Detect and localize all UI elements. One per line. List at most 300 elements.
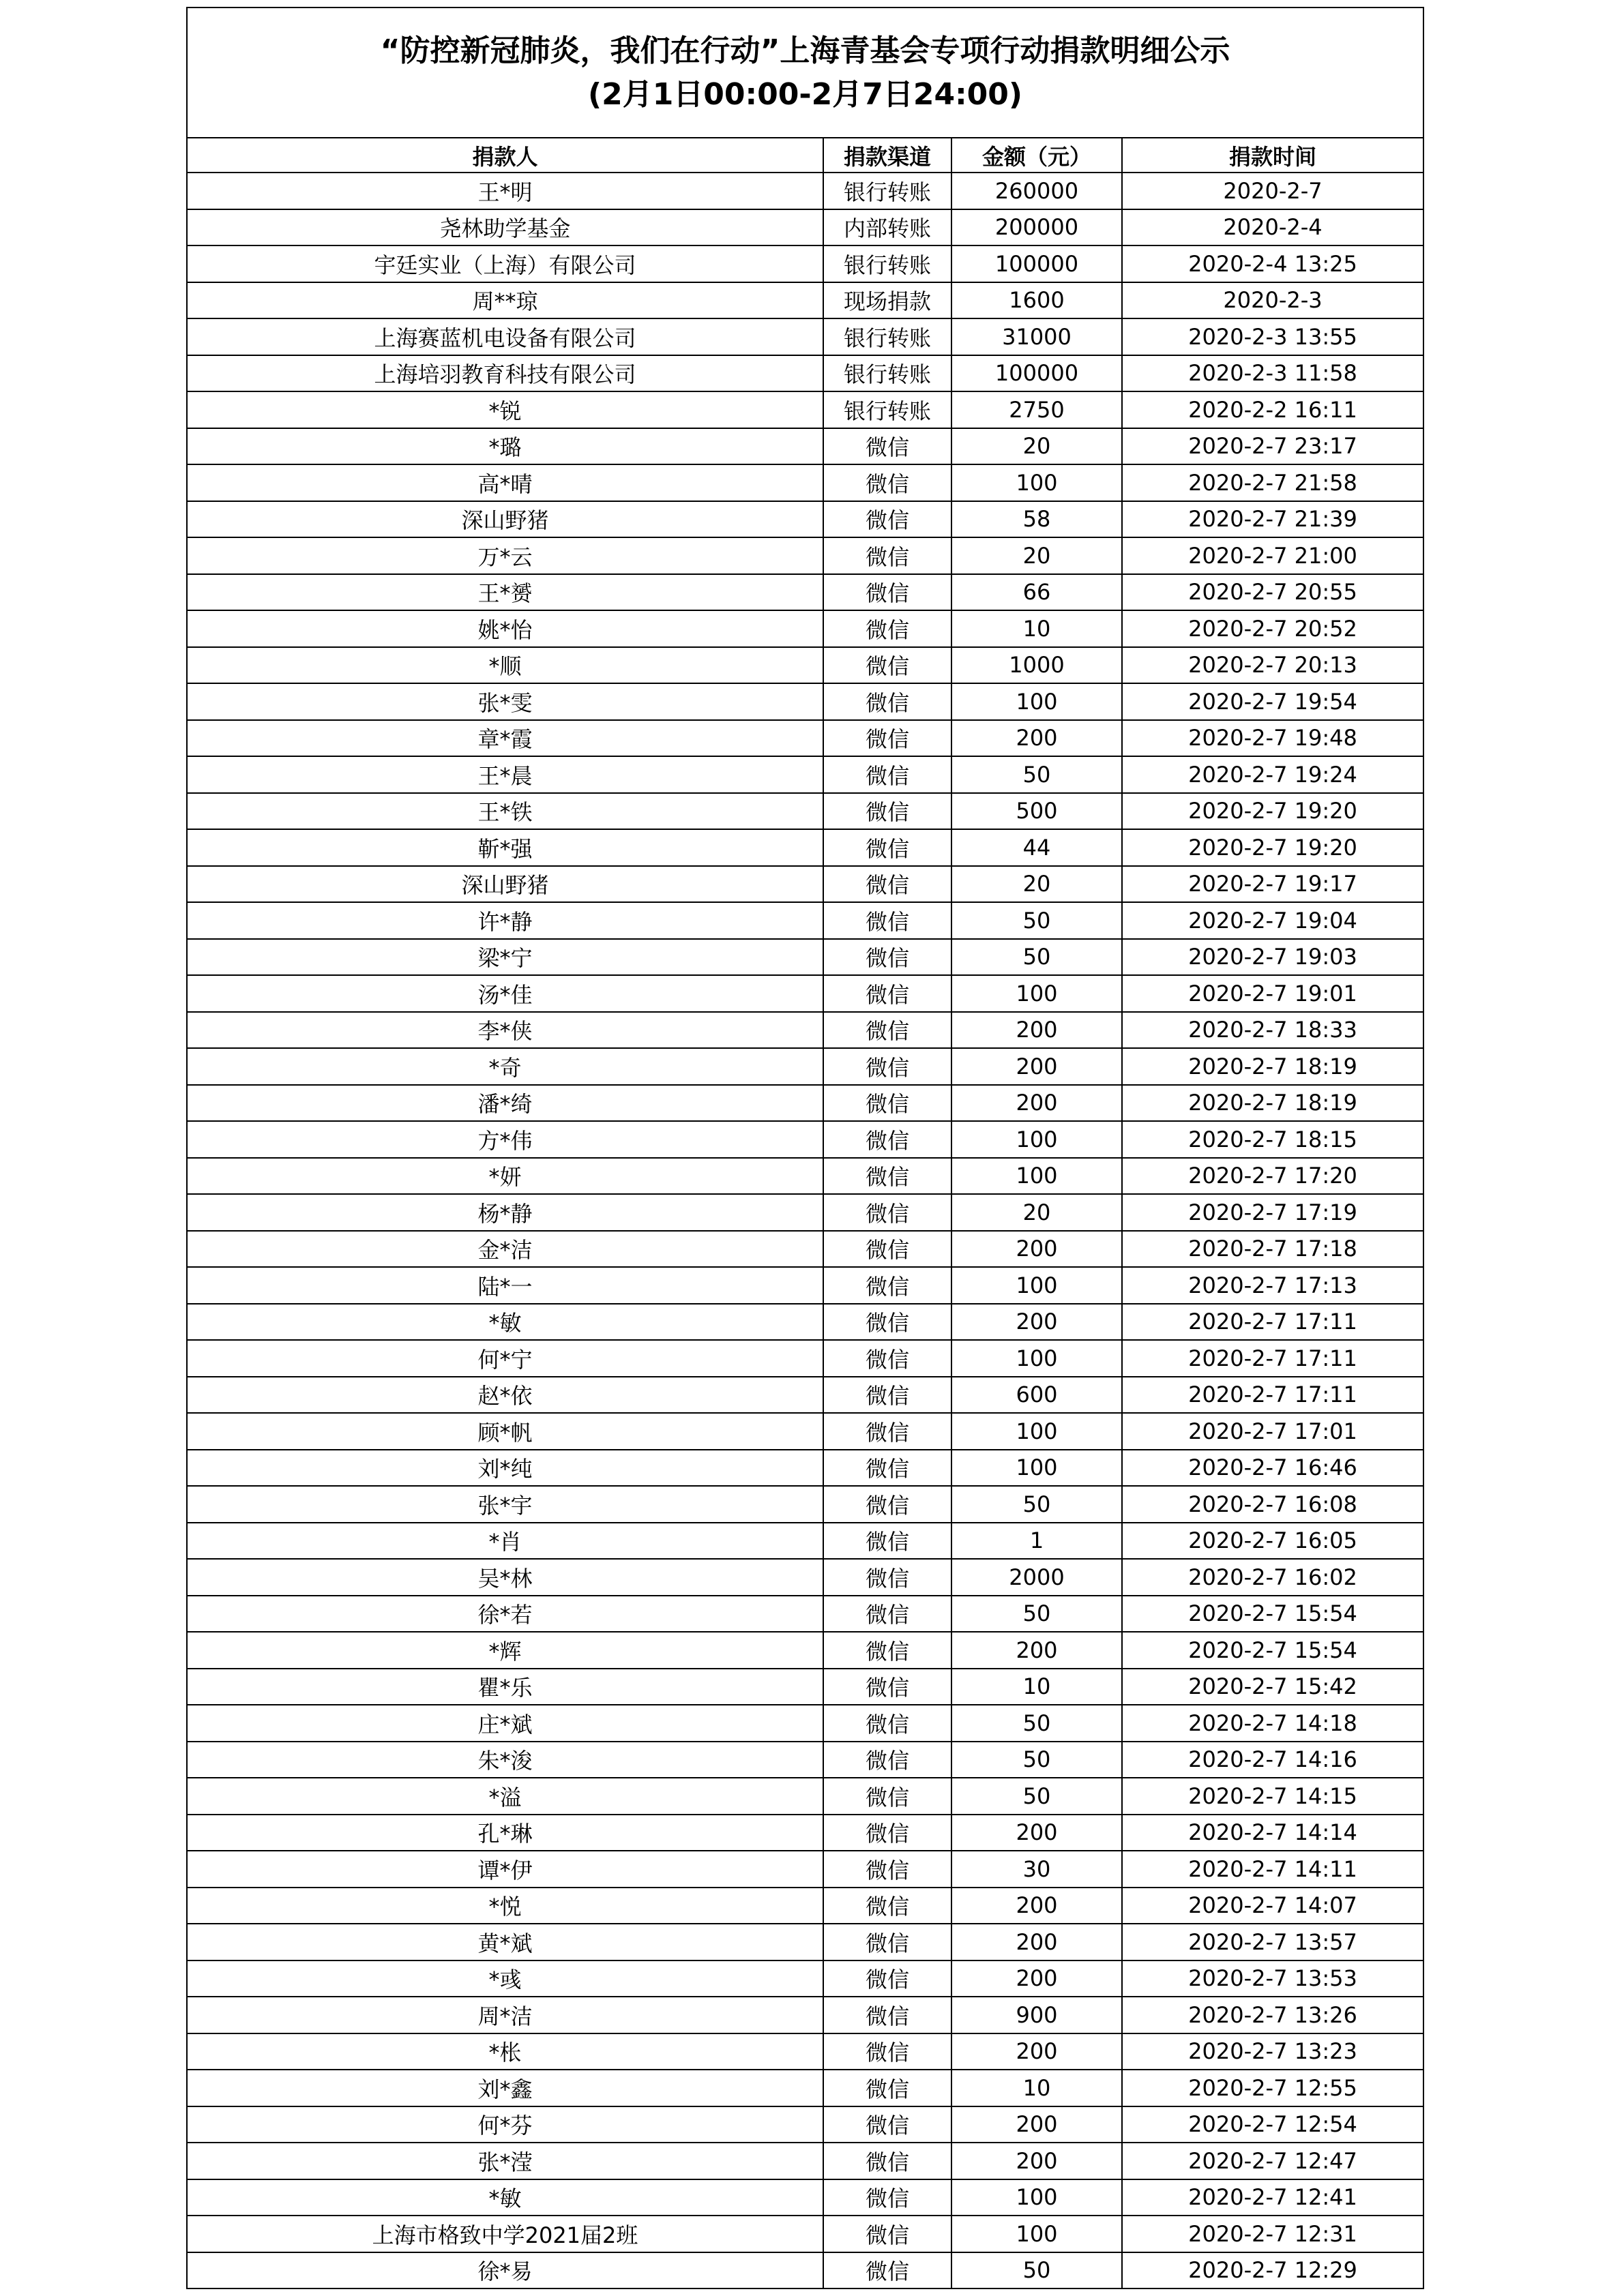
channel-cell: 微信 <box>823 1523 951 1560</box>
time-cell: 2020-2-7 12:29 <box>1122 2252 1423 2289</box>
donor-cell: 上海市格致中学2021届2班 <box>188 2216 823 2252</box>
amount-cell: 200 <box>951 1231 1122 1268</box>
time-cell: 2020-2-7 17:18 <box>1122 1231 1423 1268</box>
donor-cell: 王*明 <box>188 173 823 209</box>
donor-cell: 万*云 <box>188 537 823 574</box>
amount-cell: 600 <box>951 1377 1122 1414</box>
table-row <box>188 2216 1423 2252</box>
table-row <box>188 1085 1423 1122</box>
table-row <box>188 1596 1423 1632</box>
time-cell: 2020-2-7 17:11 <box>1122 1377 1423 1414</box>
donor-cell: 许*静 <box>188 902 823 939</box>
table-row <box>188 1340 1423 1377</box>
donor-cell: 王*铁 <box>188 793 823 830</box>
donor-cell: 姚*怡 <box>188 610 823 647</box>
time-cell: 2020-2-7 20:52 <box>1122 610 1423 647</box>
table-row <box>188 1559 1423 1596</box>
channel-cell: 微信 <box>823 756 951 793</box>
table-row <box>188 1960 1423 1997</box>
time-cell: 2020-2-4 <box>1122 209 1423 246</box>
table-row <box>188 2143 1423 2179</box>
channel-cell: 微信 <box>823 866 951 903</box>
channel-cell: 微信 <box>823 464 951 501</box>
table-row <box>188 1815 1423 1851</box>
amount-cell: 100000 <box>951 245 1122 282</box>
time-cell: 2020-2-7 13:53 <box>1122 1960 1423 1997</box>
donor-cell: 谭*伊 <box>188 1851 823 1888</box>
time-cell: 2020-2-3 13:55 <box>1122 318 1423 355</box>
table-row <box>188 1121 1423 1158</box>
channel-cell: 微信 <box>823 1085 951 1122</box>
donor-cell: 何*宁 <box>188 1340 823 1377</box>
table-row <box>188 209 1423 246</box>
donor-cell: 何*芬 <box>188 2106 823 2143</box>
table-row <box>188 1742 1423 1778</box>
time-cell: 2020-2-7 21:39 <box>1122 501 1423 538</box>
time-cell: 2020-2-7 17:11 <box>1122 1304 1423 1341</box>
donor-cell: 徐*易 <box>188 2252 823 2289</box>
time-cell: 2020-2-7 15:54 <box>1122 1596 1423 1632</box>
time-cell: 2020-2-7 17:13 <box>1122 1267 1423 1304</box>
table-row <box>188 610 1423 647</box>
channel-cell: 微信 <box>823 1450 951 1487</box>
donor-cell: 朱*浚 <box>188 1742 823 1778</box>
channel-cell: 微信 <box>823 1048 951 1085</box>
time-cell: 2020-2-7 12:47 <box>1122 2143 1423 2179</box>
time-cell: 2020-2-7 23:17 <box>1122 428 1423 465</box>
table-row <box>188 1231 1423 1268</box>
table-row <box>188 1267 1423 1304</box>
donor-cell: 潘*绮 <box>188 1085 823 1122</box>
channel-cell: 内部转账 <box>823 209 951 246</box>
time-cell: 2020-2-7 12:54 <box>1122 2106 1423 2143</box>
amount-cell: 100000 <box>951 355 1122 392</box>
amount-cell: 260000 <box>951 173 1122 209</box>
amount-cell: 2750 <box>951 391 1122 428</box>
amount-cell: 200 <box>951 1888 1122 1924</box>
channel-cell: 微信 <box>823 1888 951 1924</box>
time-cell: 2020-2-7 19:04 <box>1122 902 1423 939</box>
table-row <box>188 1669 1423 1705</box>
amount-cell: 100 <box>951 1413 1122 1450</box>
table-row <box>188 2033 1423 2070</box>
table-row <box>188 1997 1423 2033</box>
table-row <box>188 902 1423 939</box>
time-cell: 2020-2-7 18:19 <box>1122 1048 1423 1085</box>
time-cell: 2020-2-7 17:20 <box>1122 1158 1423 1195</box>
channel-cell: 微信 <box>823 1851 951 1888</box>
time-cell: 2020-2-7 19:17 <box>1122 866 1423 903</box>
time-cell: 2020-2-7 13:23 <box>1122 2033 1423 2070</box>
amount-cell: 50 <box>951 2252 1122 2289</box>
amount-cell: 100 <box>951 683 1122 720</box>
table-row <box>188 1778 1423 1815</box>
donor-cell: 汤*佳 <box>188 975 823 1012</box>
header-amount: 金额（元） <box>951 138 1122 173</box>
amount-cell: 10 <box>951 610 1122 647</box>
donor-cell: 章*霞 <box>188 720 823 757</box>
amount-cell: 100 <box>951 1450 1122 1487</box>
table-row <box>188 245 1423 282</box>
channel-cell: 微信 <box>823 1267 951 1304</box>
amount-cell: 200 <box>951 1632 1122 1669</box>
channel-cell: 微信 <box>823 1194 951 1231</box>
amount-cell: 20 <box>951 428 1122 465</box>
donor-cell: 顾*帆 <box>188 1413 823 1450</box>
amount-cell: 100 <box>951 1340 1122 1377</box>
amount-cell: 58 <box>951 501 1122 538</box>
donor-cell: 尧林助学基金 <box>188 209 823 246</box>
table-row <box>188 355 1423 392</box>
time-cell: 2020-2-7 18:33 <box>1122 1012 1423 1049</box>
header-channel: 捐款渠道 <box>823 138 951 173</box>
channel-cell: 微信 <box>823 939 951 976</box>
amount-cell: 1000 <box>951 647 1122 684</box>
table-row <box>188 647 1423 684</box>
table-row <box>188 2106 1423 2143</box>
table-header-row <box>188 138 1423 173</box>
channel-cell: 微信 <box>823 1377 951 1414</box>
table-row <box>188 1705 1423 1742</box>
donor-cell: 杨*静 <box>188 1194 823 1231</box>
donor-cell: *敏 <box>188 1304 823 1341</box>
amount-cell: 50 <box>951 756 1122 793</box>
channel-cell: 微信 <box>823 1924 951 1960</box>
channel-cell: 微信 <box>823 574 951 611</box>
title-block <box>188 8 1423 138</box>
table-row <box>188 720 1423 757</box>
amount-cell: 200 <box>951 1815 1122 1851</box>
table-row <box>188 391 1423 428</box>
donor-cell: *奇 <box>188 1048 823 1085</box>
table-row <box>188 2252 1423 2289</box>
donor-cell: *肖 <box>188 1523 823 1560</box>
amount-cell: 2000 <box>951 1559 1122 1596</box>
channel-cell: 微信 <box>823 2106 951 2143</box>
time-cell: 2020-2-3 11:58 <box>1122 355 1423 392</box>
table-row <box>188 282 1423 319</box>
table-row <box>188 501 1423 538</box>
table-row <box>188 318 1423 355</box>
donor-cell: 金*洁 <box>188 1231 823 1268</box>
donor-cell: 赵*依 <box>188 1377 823 1414</box>
donor-cell: 孔*琳 <box>188 1815 823 1851</box>
amount-cell: 200 <box>951 1924 1122 1960</box>
table-row <box>188 866 1423 903</box>
channel-cell: 微信 <box>823 1815 951 1851</box>
donor-cell: 李*侠 <box>188 1012 823 1049</box>
donor-cell: *锐 <box>188 391 823 428</box>
donor-cell: 刘*纯 <box>188 1450 823 1487</box>
channel-cell: 微信 <box>823 610 951 647</box>
table-row <box>188 793 1423 830</box>
channel-cell: 微信 <box>823 1121 951 1158</box>
amount-cell: 100 <box>951 1158 1122 1195</box>
header-donor: 捐款人 <box>188 138 823 173</box>
amount-cell: 200 <box>951 2106 1122 2143</box>
amount-cell: 900 <box>951 1997 1122 2033</box>
amount-cell: 200000 <box>951 209 1122 246</box>
channel-cell: 微信 <box>823 1304 951 1341</box>
channel-cell: 微信 <box>823 1596 951 1632</box>
amount-cell: 100 <box>951 2216 1122 2252</box>
channel-cell: 银行转账 <box>823 245 951 282</box>
channel-cell: 微信 <box>823 1559 951 1596</box>
donor-cell: *彧 <box>188 1960 823 1997</box>
table-row <box>188 1632 1423 1669</box>
donation-table <box>188 138 1423 2289</box>
table-row <box>188 1523 1423 1560</box>
table-row <box>188 1012 1423 1049</box>
table-row <box>188 1450 1423 1487</box>
channel-cell: 微信 <box>823 829 951 866</box>
donor-cell: 王*赟 <box>188 574 823 611</box>
channel-cell: 微信 <box>823 2033 951 2070</box>
donor-cell: 上海培羽教育科技有限公司 <box>188 355 823 392</box>
time-cell: 2020-2-7 19:20 <box>1122 829 1423 866</box>
time-cell: 2020-2-7 14:16 <box>1122 1742 1423 1778</box>
amount-cell: 50 <box>951 902 1122 939</box>
donor-cell: 周*洁 <box>188 1997 823 2033</box>
table-row <box>188 428 1423 465</box>
amount-cell: 200 <box>951 2033 1122 2070</box>
channel-cell: 微信 <box>823 1778 951 1815</box>
amount-cell: 20 <box>951 866 1122 903</box>
donor-cell: 梁*宁 <box>188 939 823 976</box>
donor-cell: *溢 <box>188 1778 823 1815</box>
time-cell: 2020-2-7 17:01 <box>1122 1413 1423 1450</box>
time-cell: 2020-2-7 12:55 <box>1122 2070 1423 2106</box>
time-cell: 2020-2-7 19:20 <box>1122 793 1423 830</box>
time-cell: 2020-2-7 14:14 <box>1122 1815 1423 1851</box>
time-cell: 2020-2-7 20:13 <box>1122 647 1423 684</box>
amount-cell: 50 <box>951 1596 1122 1632</box>
channel-cell: 微信 <box>823 683 951 720</box>
table-row <box>188 975 1423 1012</box>
channel-cell: 微信 <box>823 2070 951 2106</box>
time-cell: 2020-2-7 14:07 <box>1122 1888 1423 1924</box>
table-row <box>188 829 1423 866</box>
time-cell: 2020-2-2 16:11 <box>1122 391 1423 428</box>
time-cell: 2020-2-7 15:42 <box>1122 1669 1423 1705</box>
channel-cell: 微信 <box>823 647 951 684</box>
time-cell: 2020-2-4 13:25 <box>1122 245 1423 282</box>
channel-cell: 银行转账 <box>823 355 951 392</box>
time-cell: 2020-2-7 14:15 <box>1122 1778 1423 1815</box>
amount-cell: 30 <box>951 1851 1122 1888</box>
channel-cell: 微信 <box>823 1012 951 1049</box>
donor-cell: *辉 <box>188 1632 823 1669</box>
table-row <box>188 1377 1423 1414</box>
amount-cell: 31000 <box>951 318 1122 355</box>
donor-cell: 吴*林 <box>188 1559 823 1596</box>
donor-cell: 张*宇 <box>188 1486 823 1523</box>
channel-cell: 微信 <box>823 1669 951 1705</box>
table-row <box>188 1304 1423 1341</box>
amount-cell: 200 <box>951 720 1122 757</box>
time-cell: 2020-2-7 19:54 <box>1122 683 1423 720</box>
table-body <box>188 173 1423 2288</box>
amount-cell: 50 <box>951 1705 1122 1742</box>
donor-cell: 庄*斌 <box>188 1705 823 1742</box>
time-cell: 2020-2-7 18:15 <box>1122 1121 1423 1158</box>
amount-cell: 10 <box>951 2070 1122 2106</box>
amount-cell: 50 <box>951 939 1122 976</box>
table-row <box>188 1851 1423 1888</box>
donor-cell: 黄*斌 <box>188 1924 823 1960</box>
amount-cell: 20 <box>951 537 1122 574</box>
table-row <box>188 939 1423 976</box>
donor-cell: 张*滢 <box>188 2143 823 2179</box>
channel-cell: 微信 <box>823 1486 951 1523</box>
amount-cell: 200 <box>951 1048 1122 1085</box>
time-cell: 2020-2-7 17:11 <box>1122 1340 1423 1377</box>
table-row <box>188 2070 1423 2106</box>
table-row <box>188 574 1423 611</box>
donor-cell: 深山野猪 <box>188 866 823 903</box>
time-cell: 2020-2-7 13:26 <box>1122 1997 1423 2033</box>
amount-cell: 100 <box>951 464 1122 501</box>
amount-cell: 50 <box>951 1778 1122 1815</box>
document-title: “防控新冠肺炎，我们在行动”上海青基会专项行动捐款明细公示 <box>380 33 1230 68</box>
amount-cell: 100 <box>951 2179 1122 2216</box>
table-row <box>188 756 1423 793</box>
time-cell: 2020-2-7 16:46 <box>1122 1450 1423 1487</box>
channel-cell: 现场捐款 <box>823 282 951 319</box>
table-row <box>188 173 1423 209</box>
channel-cell: 微信 <box>823 428 951 465</box>
table-row <box>188 1048 1423 1085</box>
donor-cell: *顺 <box>188 647 823 684</box>
amount-cell: 50 <box>951 1486 1122 1523</box>
time-cell: 2020-2-7 12:41 <box>1122 2179 1423 2216</box>
channel-cell: 微信 <box>823 1742 951 1778</box>
amount-cell: 100 <box>951 975 1122 1012</box>
donor-cell: 周**琼 <box>188 282 823 319</box>
time-cell: 2020-2-7 21:00 <box>1122 537 1423 574</box>
donor-cell: 上海赛蓝机电设备有限公司 <box>188 318 823 355</box>
amount-cell: 200 <box>951 1960 1122 1997</box>
donor-cell: 瞿*乐 <box>188 1669 823 1705</box>
time-cell: 2020-2-7 14:18 <box>1122 1705 1423 1742</box>
donor-cell: 靳*强 <box>188 829 823 866</box>
channel-cell: 微信 <box>823 501 951 538</box>
donor-cell: 张*雯 <box>188 683 823 720</box>
donor-cell: 刘*鑫 <box>188 2070 823 2106</box>
amount-cell: 1600 <box>951 282 1122 319</box>
time-cell: 2020-2-7 19:03 <box>1122 939 1423 976</box>
time-cell: 2020-2-7 16:02 <box>1122 1559 1423 1596</box>
time-cell: 2020-2-7 18:19 <box>1122 1085 1423 1122</box>
channel-cell: 微信 <box>823 1413 951 1450</box>
document-subtitle-date-range: (2月1日00:00-2月7日24:00) <box>587 76 1023 112</box>
channel-cell: 微信 <box>823 1632 951 1669</box>
channel-cell: 微信 <box>823 1231 951 1268</box>
amount-cell: 20 <box>951 1194 1122 1231</box>
amount-cell: 200 <box>951 1085 1122 1122</box>
time-cell: 2020-2-7 20:55 <box>1122 574 1423 611</box>
donor-cell: 徐*若 <box>188 1596 823 1632</box>
amount-cell: 50 <box>951 1742 1122 1778</box>
channel-cell: 微信 <box>823 793 951 830</box>
header-time: 捐款时间 <box>1122 138 1423 173</box>
donor-cell: *敏 <box>188 2179 823 2216</box>
donor-cell: 宇廷实业（上海）有限公司 <box>188 245 823 282</box>
amount-cell: 66 <box>951 574 1122 611</box>
time-cell: 2020-2-7 15:54 <box>1122 1632 1423 1669</box>
amount-cell: 1 <box>951 1523 1122 1560</box>
time-cell: 2020-2-7 21:58 <box>1122 464 1423 501</box>
time-cell: 2020-2-3 <box>1122 282 1423 319</box>
amount-cell: 200 <box>951 1304 1122 1341</box>
channel-cell: 微信 <box>823 1705 951 1742</box>
amount-cell: 10 <box>951 1669 1122 1705</box>
time-cell: 2020-2-7 <box>1122 173 1423 209</box>
channel-cell: 微信 <box>823 2179 951 2216</box>
table-row <box>188 1924 1423 1960</box>
table-row <box>188 1158 1423 1195</box>
amount-cell: 100 <box>951 1267 1122 1304</box>
time-cell: 2020-2-7 12:31 <box>1122 2216 1423 2252</box>
table-row <box>188 2179 1423 2216</box>
time-cell: 2020-2-7 16:08 <box>1122 1486 1423 1523</box>
channel-cell: 微信 <box>823 2216 951 2252</box>
table-row <box>188 1486 1423 1523</box>
channel-cell: 微信 <box>823 537 951 574</box>
channel-cell: 微信 <box>823 1158 951 1195</box>
channel-cell: 银行转账 <box>823 391 951 428</box>
table-row <box>188 537 1423 574</box>
channel-cell: 银行转账 <box>823 173 951 209</box>
donation-sheet <box>186 7 1424 2289</box>
channel-cell: 微信 <box>823 975 951 1012</box>
channel-cell: 微信 <box>823 1340 951 1377</box>
donor-cell: *枨 <box>188 2033 823 2070</box>
time-cell: 2020-2-7 13:57 <box>1122 1924 1423 1960</box>
donor-cell: 深山野猪 <box>188 501 823 538</box>
channel-cell: 银行转账 <box>823 318 951 355</box>
amount-cell: 200 <box>951 1012 1122 1049</box>
channel-cell: 微信 <box>823 2252 951 2289</box>
donor-cell: 王*晨 <box>188 756 823 793</box>
time-cell: 2020-2-7 19:01 <box>1122 975 1423 1012</box>
time-cell: 2020-2-7 16:05 <box>1122 1523 1423 1560</box>
amount-cell: 44 <box>951 829 1122 866</box>
time-cell: 2020-2-7 19:48 <box>1122 720 1423 757</box>
amount-cell: 500 <box>951 793 1122 830</box>
table-row <box>188 1413 1423 1450</box>
channel-cell: 微信 <box>823 1997 951 2033</box>
channel-cell: 微信 <box>823 902 951 939</box>
table-row <box>188 1194 1423 1231</box>
time-cell: 2020-2-7 19:24 <box>1122 756 1423 793</box>
table-row <box>188 1888 1423 1924</box>
donor-cell: *妍 <box>188 1158 823 1195</box>
donor-cell: *悦 <box>188 1888 823 1924</box>
donor-cell: 方*伟 <box>188 1121 823 1158</box>
table-row <box>188 464 1423 501</box>
channel-cell: 微信 <box>823 720 951 757</box>
time-cell: 2020-2-7 17:19 <box>1122 1194 1423 1231</box>
amount-cell: 200 <box>951 2143 1122 2179</box>
channel-cell: 微信 <box>823 2143 951 2179</box>
amount-cell: 100 <box>951 1121 1122 1158</box>
donor-cell: 高*晴 <box>188 464 823 501</box>
donor-cell: 陆*一 <box>188 1267 823 1304</box>
time-cell: 2020-2-7 14:11 <box>1122 1851 1423 1888</box>
table-row <box>188 683 1423 720</box>
donor-cell: *璐 <box>188 428 823 465</box>
